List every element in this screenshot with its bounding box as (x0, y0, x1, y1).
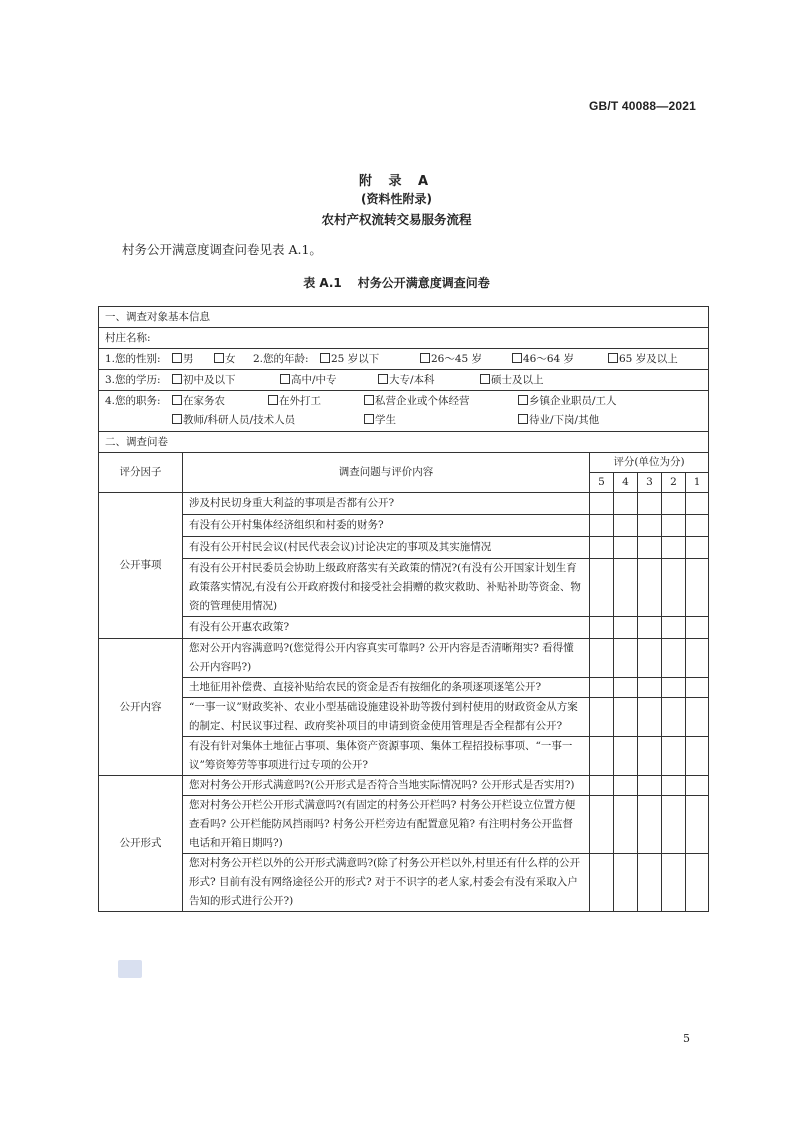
occupation-option-1[interactable]: 在家务农 (171, 392, 267, 411)
watermark-stamp-icon (118, 960, 142, 978)
occupation-option-2[interactable]: 在外打工 (267, 392, 363, 411)
checkbox-icon[interactable] (420, 353, 430, 363)
occupation-label: 4.您的职务: (105, 395, 161, 407)
score-cell[interactable] (662, 776, 686, 796)
age-option-2[interactable]: 26～45 岁 (419, 350, 511, 369)
age-option-3[interactable]: 46～64 岁 (511, 350, 607, 369)
age-label: 2.您的年龄: (253, 352, 309, 365)
question-cell: 有没有公开惠农政策? (183, 617, 590, 639)
question-cell: 有没有公开村民会议(村民代表会议)讨论决定的事项及其实施情况 (183, 537, 590, 559)
score-cell[interactable] (638, 698, 662, 737)
score-cell[interactable] (662, 698, 686, 737)
score-cell[interactable] (686, 854, 709, 912)
score-cell[interactable] (686, 617, 709, 639)
education-option-3[interactable]: 大专/本科 (377, 371, 479, 390)
score-cell[interactable] (614, 854, 638, 912)
survey-table (98, 306, 709, 912)
standard-code: GB/T 40088—2021 (588, 99, 696, 113)
gender-option-male[interactable]: 男 (171, 350, 213, 369)
section2-title: 二、调查问卷 (99, 432, 709, 453)
factor-column-header: 评分因子 (99, 453, 183, 493)
score-cell[interactable] (662, 639, 686, 678)
score-cell[interactable] (590, 515, 614, 537)
score-cell[interactable] (686, 737, 709, 776)
question-cell: 您对村务公开栏以外的公开形式满意吗?(除了村务公开栏以外,村里还有什么样的公开形式? 目前有没有网络途径公开的形式? 对于不识字的老人家,村委会有没有采取入户告知的形式进行公开?) (183, 854, 590, 912)
question-cell: 您对村务公开栏公开形式满意吗?(有固定的村务公开栏吗? 村务公开栏设立位置方便查看吗? 公开栏能防风挡雨吗? 村务公开栏旁边有配置意见箱? 有注明村务公开监督电话和开箱日期吗?) (183, 796, 590, 854)
gender-age-row (99, 349, 709, 370)
score-cell[interactable] (590, 698, 614, 737)
intro-text: 村务公开满意度调查问卷见表 A.1。 (122, 242, 322, 257)
score-cell[interactable] (662, 737, 686, 776)
table-caption (0, 274, 793, 291)
checkbox-icon[interactable] (172, 414, 182, 424)
score-cell[interactable] (686, 537, 709, 559)
appendix-subtitle: (资料性附录) (361, 192, 432, 206)
score-1-header: 1 (686, 473, 709, 493)
checkbox-icon[interactable] (214, 353, 224, 363)
score-cell[interactable] (638, 639, 662, 678)
score-cell[interactable] (614, 515, 638, 537)
question-cell: 有没有公开村民委员会协助上级政府落实有关政策的情况?(有没有公开国家计划生育政策落实情况,有没有公开政府拨付和接受社会捐赠的救灾救助、补贴补助等资金、物资的管理使用情况) (183, 559, 590, 617)
question-cell: “一事一议”财政奖补、农业小型基础设施建设补助等拨付到村使用的财政资金从方案的制定、村民议事过程、政府奖补项目的申请到资金使用管理是否全程都有公开? (183, 698, 590, 737)
checkbox-icon[interactable] (512, 353, 522, 363)
education-option-1[interactable]: 初中及以下 (171, 371, 279, 390)
checkbox-icon[interactable] (364, 414, 374, 424)
occupation-option-6[interactable]: 学生 (363, 411, 517, 430)
page-number: 5 (683, 1032, 690, 1045)
score-column-header: 评分(单位为分) (590, 453, 709, 473)
occupation-option-4[interactable]: 乡镇企业职员/工人 (517, 392, 617, 411)
score-cell[interactable] (686, 559, 709, 617)
score-cell[interactable] (590, 493, 614, 515)
score-cell[interactable] (638, 617, 662, 639)
score-cell[interactable] (686, 796, 709, 854)
score-cell[interactable] (590, 796, 614, 854)
table-title: 村务公开满意度调查问卷 (357, 276, 490, 290)
score-cell[interactable] (638, 493, 662, 515)
score-cell[interactable] (590, 854, 614, 912)
score-cell[interactable] (614, 796, 638, 854)
score-3-header: 3 (638, 473, 662, 493)
score-cell[interactable] (614, 493, 638, 515)
score-cell[interactable] (662, 515, 686, 537)
score-cell[interactable] (614, 617, 638, 639)
gender-option-female[interactable]: 女 (213, 350, 253, 369)
score-cell[interactable] (662, 537, 686, 559)
score-cell[interactable] (686, 515, 709, 537)
score-cell[interactable] (590, 776, 614, 796)
appendix-title: 附 录 A (358, 174, 435, 189)
question-column-header: 调查问题与评价内容 (183, 453, 590, 493)
age-option-1[interactable]: 25 岁以下 (319, 350, 419, 369)
score-cell[interactable] (614, 698, 638, 737)
checkbox-icon[interactable] (518, 414, 528, 424)
checkbox-icon[interactable] (172, 374, 182, 384)
checkbox-icon[interactable] (172, 353, 182, 363)
gender-label: 1.您的性别: (105, 352, 161, 365)
question-cell: 您对村务公开形式满意吗?(公开形式是否符合当地实际情况吗? 公开形式是否实用?) (183, 776, 590, 796)
section1-title: 一、调查对象基本信息 (99, 307, 709, 328)
age-option-4[interactable]: 65 岁及以上 (607, 350, 678, 369)
question-cell: 有没有针对集体土地征占事项、集体资产资源事项、集体工程招投标事项、“一事一议”筹资筹劳等事项进行过专项的公开? (183, 737, 590, 776)
checkbox-icon[interactable] (280, 374, 290, 384)
score-cell[interactable] (614, 639, 638, 678)
score-5-header: 5 (590, 473, 614, 493)
question-cell: 土地征用补偿费、直接补贴给农民的资金是否有按细化的条项逐项逐笔公开? (183, 678, 590, 698)
checkbox-icon[interactable] (172, 395, 182, 405)
education-label: 3.您的学历: (105, 373, 161, 386)
score-cell[interactable] (638, 737, 662, 776)
occupation-row (99, 391, 709, 432)
checkbox-icon[interactable] (268, 395, 278, 405)
village-name-field[interactable]: 村庄名称: (99, 328, 709, 349)
checkbox-icon[interactable] (320, 353, 330, 363)
score-cell[interactable] (662, 493, 686, 515)
education-option-2[interactable]: 高中/中专 (279, 371, 377, 390)
score-cell[interactable] (686, 639, 709, 678)
score-cell[interactable] (662, 559, 686, 617)
score-cell[interactable] (638, 796, 662, 854)
score-cell[interactable] (590, 559, 614, 617)
factor-cell: 公开事项 (99, 493, 183, 639)
score-cell[interactable] (686, 678, 709, 698)
score-cell[interactable] (590, 537, 614, 559)
score-cell[interactable] (638, 854, 662, 912)
checkbox-icon[interactable] (608, 353, 618, 363)
score-cell[interactable] (638, 537, 662, 559)
factor-cell: 公开内容 (99, 639, 183, 776)
occupation-option-7[interactable]: 待业/下岗/其他 (517, 411, 599, 430)
score-cell[interactable] (614, 737, 638, 776)
checkbox-icon[interactable] (518, 395, 528, 405)
score-cell[interactable] (638, 678, 662, 698)
score-cell[interactable] (686, 698, 709, 737)
score-cell[interactable] (614, 776, 638, 796)
occupation-option-3[interactable]: 私营企业或个体经营 (363, 392, 517, 411)
score-2-header: 2 (662, 473, 686, 493)
question-cell: 您对公开内容满意吗?(您觉得公开内容真实可靠吗? 公开内容是否清晰翔实? 看得懂公开内容吗?) (183, 639, 590, 678)
score-cell[interactable] (590, 617, 614, 639)
checkbox-icon[interactable] (480, 374, 490, 384)
occupation-option-5[interactable]: 教师/科研人员/技术人员 (171, 411, 363, 430)
score-cell[interactable] (590, 678, 614, 698)
score-cell[interactable] (638, 776, 662, 796)
score-cell[interactable] (662, 617, 686, 639)
education-row (99, 370, 709, 391)
score-cell[interactable] (662, 854, 686, 912)
score-cell[interactable] (614, 537, 638, 559)
score-cell[interactable] (614, 559, 638, 617)
score-cell[interactable] (686, 493, 709, 515)
appendix-name: 农村产权流转交易服务流程 (321, 212, 472, 227)
checkbox-icon[interactable] (364, 395, 374, 405)
score-cell[interactable] (590, 639, 614, 678)
question-cell: 有没有公开村集体经济组织和村委的财务? (183, 515, 590, 537)
score-cell[interactable] (614, 678, 638, 698)
score-4-header: 4 (614, 473, 638, 493)
checkbox-icon[interactable] (378, 374, 388, 384)
question-cell: 涉及村民切身重大利益的事项是否都有公开? (183, 493, 590, 515)
score-cell[interactable] (638, 559, 662, 617)
score-cell[interactable] (590, 737, 614, 776)
score-cell[interactable] (662, 796, 686, 854)
education-option-4[interactable]: 硕士及以上 (479, 371, 544, 390)
factor-cell: 公开形式 (99, 776, 183, 912)
table-number: 表 A.1 (303, 276, 342, 290)
score-cell[interactable] (662, 678, 686, 698)
score-cell[interactable] (638, 515, 662, 537)
score-cell[interactable] (686, 776, 709, 796)
